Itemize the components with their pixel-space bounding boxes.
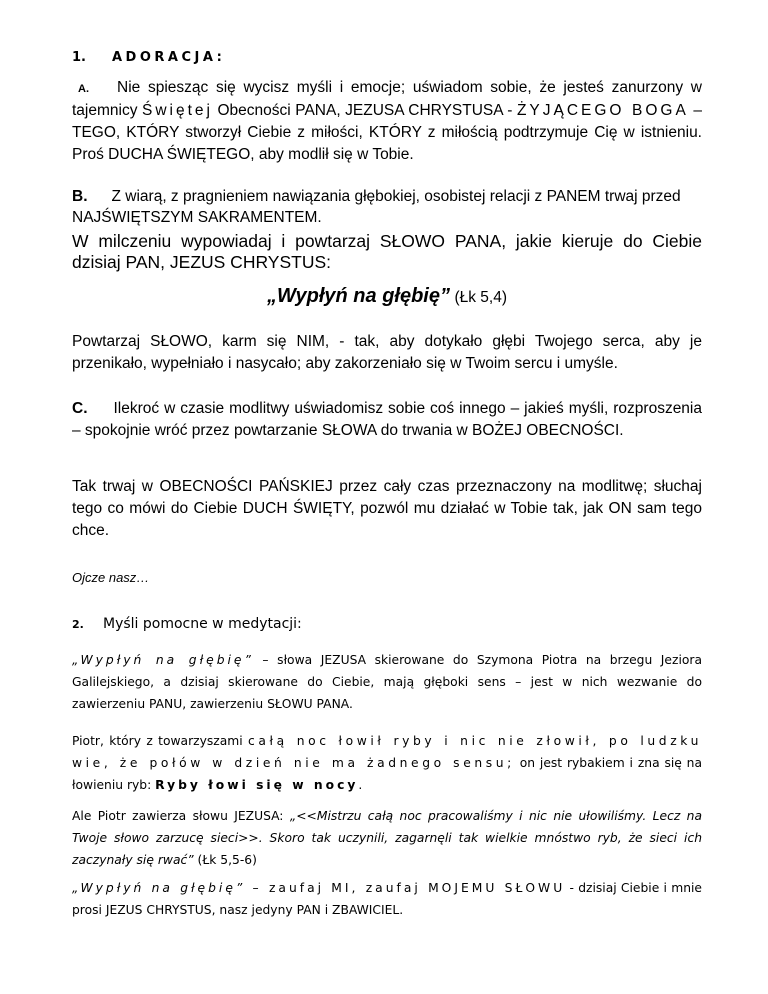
paragraph-a-text-1: Nie spiesząc się wycisz myśli i emocje; uświadom sobie, że jesteś zanurzony w tajemnicy xyxy=(72,79,702,119)
meditation-paragraph-2-bold: Ryby łowi się w nocy xyxy=(155,778,359,792)
quote-title xyxy=(72,285,702,308)
paragraph-c-text: Ilekroć w czasie modlitwy uświadomisz sobie coś innego – jakieś myśli, rozproszenia – spokojnie wróć przez powtarzanie SŁOWA do trwania w BOŻEJ OBECNOŚCI. xyxy=(72,400,702,439)
section-2-heading xyxy=(72,616,702,632)
meditation-paragraph-3-quote: „<<Mistrzu całą noc pracowaliśmy i nic nie ułowiliśmy. Lecz na Twoje słowo zarzucę sieci>>. Skoro tak uczynili, zagarnęli tak wielkie mnóstwo ryb, że sieci ich zaczynały się rwać” xyxy=(72,809,702,867)
meditation-paragraph-3-start: Ale Piotr zawierza słowu JEZUSA: xyxy=(72,809,290,823)
meditation-quote-1: „Wypłyń na głębię” xyxy=(72,653,254,667)
section-1-title: ADORACJA: xyxy=(112,50,226,65)
quote-title-ref: (Łk 5,4) xyxy=(454,289,507,306)
paragraph-b-marker: B. xyxy=(72,188,88,205)
prayer-text: Ojcze nasz… xyxy=(72,570,150,585)
paragraph-silence xyxy=(72,231,702,273)
section-2-number: 2. xyxy=(72,618,84,631)
meditation-paragraph-2-end: . xyxy=(358,778,363,792)
paragraph-silence-text: W milczeniu wypowiadaj i powtarzaj SŁOWO PANA, jakie kieruje do Ciebie dzisiaj PAN, JEZUS CHRYSTUS: xyxy=(72,231,702,272)
meditation-paragraph-2-start: Piotr, który z towarzyszami xyxy=(72,734,249,748)
quote-title-text: „Wypłyń na głębię” xyxy=(266,285,450,307)
meditation-paragraph-1 xyxy=(72,649,702,715)
paragraph-a xyxy=(72,77,702,166)
paragraph-stay xyxy=(72,476,702,542)
paragraph-stay-text: Tak trwaj w OBECNOŚCI PAŃSKIEJ przez cały czas przeznaczony na modlitwę; słuchaj tego co mówi do Ciebie DUCH ŚWIĘTY, pozwól mu działać w Tobie tak, jak ON sam tego chce. xyxy=(72,478,702,539)
paragraph-c-marker: C. xyxy=(72,400,88,417)
meditation-paragraph-2-mid: on jest rybakiem i zna się na łowieniu ryb: xyxy=(72,756,703,792)
paragraph-b-text: Z wiarą, z pragnieniem nawiązania głębokiej, osobistej relacji z PANEM trwaj przed NAJŚWIĘTSZYM SAKRAMENTEM. xyxy=(72,188,681,226)
paragraph-a-spaced-2: ŻYJĄCEGO BOGA xyxy=(516,102,689,119)
paragraph-a-marker: A. xyxy=(78,83,89,95)
meditation-paragraph-4-text: - dzisiaj Ciebie i mnie prosi JEZUS CHRYSTUS, nasz jedyny PAN i ZBAWICIEL. xyxy=(72,881,702,917)
paragraph-a-spaced-1: Świętej xyxy=(142,102,213,119)
section-1-number: 1. xyxy=(72,50,86,65)
meditation-paragraph-3 xyxy=(72,805,702,871)
meditation-paragraph-2 xyxy=(72,730,702,796)
meditation-paragraph-4-spaced: – zaufaj MI, zaufaj MOJEMU SŁOWU xyxy=(245,881,566,895)
paragraph-a-text-3: – TEGO, KTÓRY stworzył Ciebie z miłości, KTÓRY z miłością podtrzymuje Cię w istnieniu. Proś DUCHA ŚWIĘTEGO, aby modlił się w Tobie. xyxy=(72,102,702,163)
meditation-paragraph-3-ref: (Łk 5,5-6) xyxy=(193,853,257,867)
meditation-quote-4: „Wypłyń na głębię” xyxy=(72,881,246,895)
paragraph-repeat-text: Powtarzaj SŁOWO, karm się NIM, - tak, aby dotykało głębi Twojego serca, aby je przenikało, wypełniało i nasycało; aby zakorzeniało się w Twoim sercu i umyśle. xyxy=(72,333,702,372)
paragraph-repeat xyxy=(72,331,702,375)
paragraph-c xyxy=(72,398,702,442)
section-2-title: Myśli pomocne w medytacji: xyxy=(103,616,302,632)
paragraph-b xyxy=(72,186,702,228)
meditation-paragraph-1-text: – słowa JEZUSA skierowane do Szymona Piotra na brzegu Jeziora Galilejskiego, a dzisiaj skierowane do Ciebie, mają głęboki sens – jest w nich wezwanie do zawierzeniu PANU, zawierzeniu SŁOWU PANA. xyxy=(72,653,702,711)
meditation-paragraph-4 xyxy=(72,877,702,921)
meditation-paragraph-2-spaced: całą noc łowił ryby i nic nie złowił, po ludzku wie, że połów w dzień nie ma żadnego sensu; xyxy=(72,734,702,770)
paragraph-a-text-2: Obecności PANA, JEZUSA CHRYSTUSA - xyxy=(212,102,517,119)
section-1-heading xyxy=(72,50,702,65)
prayer-line xyxy=(72,570,702,585)
